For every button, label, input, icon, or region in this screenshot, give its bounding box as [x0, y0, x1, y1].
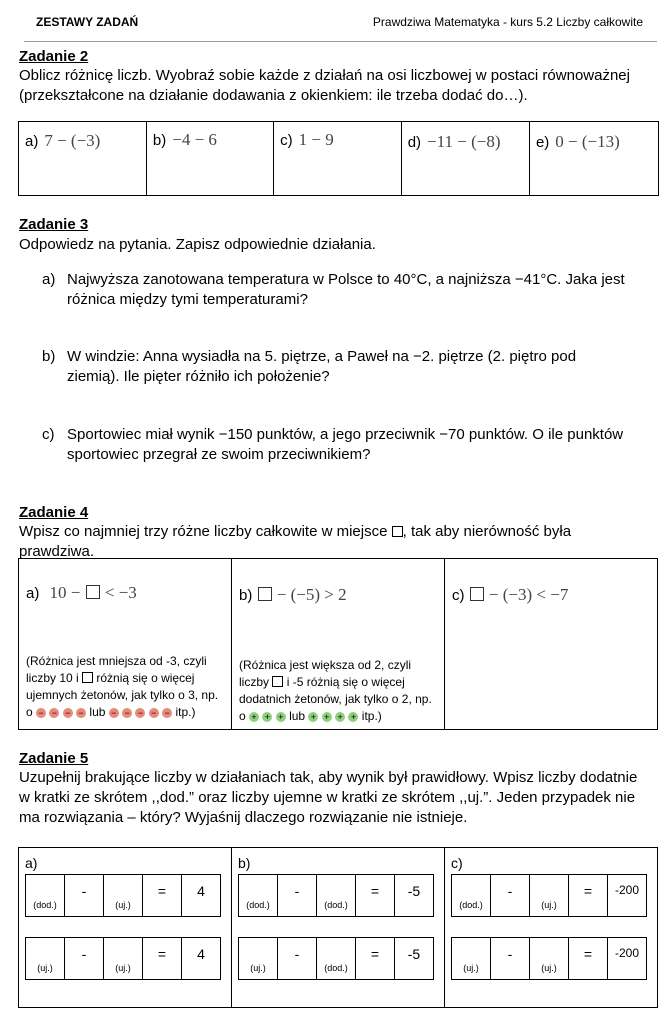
task4-text-b: , tak aby nierówność była prawdziwa. — [19, 523, 572, 560]
task4-instructions — [19, 522, 639, 562]
task3-question-c — [42, 425, 632, 465]
negative-chip-icon: − — [109, 708, 119, 718]
answer-box[interactable] — [104, 938, 143, 980]
task4-cell-a[interactable] — [19, 559, 232, 730]
result-value: -200 — [608, 875, 647, 917]
equation-row — [451, 874, 647, 917]
negative-chip-icon: − — [149, 708, 159, 718]
answer-box[interactable] — [239, 875, 278, 917]
result-value: -5 — [395, 938, 434, 980]
task4-cell-c[interactable] — [445, 559, 658, 730]
task2-cell-e[interactable] — [529, 122, 658, 196]
box-tag: (dod.) — [324, 900, 348, 910]
task2-cell-a[interactable] — [19, 122, 147, 196]
negative-chip-icon: − — [36, 708, 46, 718]
blank-square-icon — [272, 676, 283, 687]
question-label: a) — [42, 271, 56, 288]
question-label: c) — [42, 426, 55, 443]
negative-chip-icon: − — [49, 708, 59, 718]
equals-sign: = — [569, 875, 608, 917]
positive-chip-icon: + — [335, 712, 345, 722]
expr-pre: 10 − — [49, 583, 85, 602]
answer-box[interactable] — [530, 938, 569, 980]
task4-expression-a — [26, 583, 137, 603]
task2-title: Zadanie 2 — [19, 48, 89, 65]
header-divider — [24, 41, 657, 42]
task2-expression: 0 − (−13) — [555, 132, 620, 151]
task4-cell-b[interactable] — [232, 559, 445, 730]
task2-expression: −11 − (−8) — [427, 132, 501, 151]
task2-instructions: Oblicz różnicę liczb. Wyobraź sobie każde z działań na osi liczbowej w postaci równoważnej (przekształcone na działanie dodawania z okienkiem: ile trzeba dodać do…). — [19, 67, 630, 104]
result-value: 4 — [182, 875, 221, 917]
task4-label: a) — [26, 585, 40, 602]
positive-chip-icon: + — [262, 712, 272, 722]
negative-chip-icon: − — [63, 708, 73, 718]
task2-cell-b[interactable] — [146, 122, 273, 196]
box-tag: (uj.) — [541, 963, 557, 973]
box-tag: (uj.) — [463, 963, 479, 973]
equation-row — [238, 937, 434, 980]
question-text: W windzie: Anna wysiadła na 5. piętrze, a Paweł na −2. piętrze (2. piętro pod ziemią). Ile pięter różniło ich położenie? — [67, 348, 577, 385]
box-tag: (uj.) — [37, 963, 53, 973]
negative-chip-icon: − — [162, 708, 172, 718]
blank-square-icon — [82, 672, 93, 683]
minus-sign: - — [65, 938, 104, 980]
answer-box[interactable] — [452, 875, 491, 917]
answer-box[interactable] — [26, 938, 65, 980]
answer-box[interactable] — [530, 875, 569, 917]
equals-sign: = — [143, 875, 182, 917]
task4-note-a — [26, 653, 226, 721]
task5-section-a — [19, 848, 232, 1008]
question-text: Sportowiec miał wynik −150 punktów, a jego przeciwnik −70 punktów. O ile punktów sportowiec przegrał ze swoim przeciwnikiem? — [67, 426, 624, 463]
positive-chip-icon: + — [308, 712, 318, 722]
equation-row — [451, 937, 647, 980]
expr-post: < −3 — [100, 583, 137, 602]
task2-expression: −4 − 6 — [172, 130, 217, 149]
task2-label: c) — [280, 132, 293, 149]
answer-box[interactable] — [452, 938, 491, 980]
box-tag: (dod.) — [459, 900, 483, 910]
box-tag: (dod.) — [33, 900, 57, 910]
blank-square-icon — [392, 526, 403, 537]
negative-chip-icon: − — [122, 708, 132, 718]
expr-post: − (−3) < −7 — [484, 585, 569, 604]
box-tag: (uj.) — [115, 963, 131, 973]
equals-sign: = — [569, 938, 608, 980]
header-right: Prawdziwa Matematyka - kurs 5.2 Liczby całkowite — [372, 15, 643, 29]
positive-chip-icon: + — [322, 712, 332, 722]
negative-chip-icon: − — [76, 708, 86, 718]
equals-sign: = — [356, 938, 395, 980]
task2-table — [18, 121, 659, 196]
task2-expression: 1 − 9 — [298, 130, 334, 149]
task2-label: a) — [25, 133, 39, 150]
task2-label: b) — [152, 132, 167, 149]
task4-expression-b — [239, 585, 347, 605]
negative-chip-icon: − — [135, 708, 145, 718]
equation-row — [25, 874, 221, 917]
task5-section-b — [232, 848, 445, 1008]
minus-sign: - — [278, 938, 317, 980]
task4-text-a: Wpisz co najmniej trzy różne liczby całkowite w miejsce — [19, 523, 388, 540]
positive-chip-icon: + — [348, 712, 358, 722]
note-line-2: różnią się o więcej ujemnych żetonów, jak tylko o 3, np. o — [26, 671, 219, 719]
task3-question-b — [42, 347, 632, 387]
note-lub: lub — [89, 705, 106, 719]
equals-sign: = — [356, 875, 395, 917]
task3-title: Zadanie 3 — [19, 216, 89, 233]
expr-post: − (−5) > 2 — [272, 585, 347, 604]
task5-instructions: Uzupełnij brakujące liczby w działaniach tak, aby wynik był prawidłowy. Wpisz liczby dodatnie w kratki ze skrótem ,,dod.” oraz liczby ujemne w kratki ze skrótem ,,uj.”. Jeden przypadek nie ma rozwiązania – który? Wyjaśnij dlaczego rozwiązanie nie istnieje. — [19, 769, 638, 826]
task4-title: Zadanie 4 — [19, 504, 89, 521]
minus-sign: - — [65, 875, 104, 917]
answer-box[interactable] — [26, 875, 65, 917]
answer-box[interactable] — [239, 938, 278, 980]
task2-expression: 7 − (−3) — [44, 131, 101, 150]
task5-section-c — [445, 848, 658, 1008]
section-label: c) — [451, 855, 463, 871]
task4-expression-c — [452, 585, 568, 605]
task5-title: Zadanie 5 — [19, 750, 89, 767]
task3-question-a — [42, 270, 632, 310]
box-tag: (dod.) — [246, 900, 270, 910]
positive-chip-icon: + — [249, 712, 259, 722]
note-end: itp.) — [175, 705, 196, 719]
note-end: itp.) — [361, 709, 382, 723]
box-tag: (uj.) — [250, 963, 266, 973]
task4-table — [18, 558, 658, 730]
task3-instructions: Odpowiedz na pytania. Zapisz odpowiednie działania. — [19, 236, 376, 253]
note-lub: lub — [289, 709, 306, 723]
blank-square-icon — [470, 587, 484, 601]
result-value: 4 — [182, 938, 221, 980]
note-line-1: (Różnica jest większa od 2, czyli liczby — [239, 658, 412, 689]
box-tag: (uj.) — [541, 900, 557, 910]
result-value: -200 — [608, 938, 647, 980]
answer-box[interactable] — [317, 875, 356, 917]
task4-label: b) — [239, 587, 253, 604]
box-tag: (dod.) — [324, 963, 348, 973]
task2-cell-d[interactable] — [401, 122, 529, 196]
task5-table — [18, 847, 658, 1008]
question-text: Najwyższa zanotowana temperatura w Polsce to 40°C, a najniższa −41°C. Jaka jest różnica między tymi temperaturami? — [67, 271, 625, 308]
equals-sign: = — [143, 938, 182, 980]
header-left: ZESTAWY ZADAŃ — [36, 15, 139, 29]
section-label: a) — [25, 855, 38, 871]
blank-square-icon — [258, 587, 272, 601]
blank-square-icon — [86, 585, 100, 599]
box-tag: (uj.) — [115, 900, 131, 910]
task2-label: e) — [535, 134, 550, 151]
positive-chip-icon: + — [276, 712, 286, 722]
minus-sign: - — [278, 875, 317, 917]
task2-label: d) — [407, 134, 422, 151]
task4-note-b — [239, 657, 439, 725]
equation-row — [238, 874, 434, 917]
answer-box[interactable] — [104, 875, 143, 917]
equation-row — [25, 937, 221, 980]
minus-sign: - — [491, 938, 530, 980]
section-label: b) — [238, 855, 251, 871]
question-label: b) — [42, 348, 56, 365]
answer-box[interactable] — [317, 938, 356, 980]
result-value: -5 — [395, 875, 434, 917]
task4-label: c) — [452, 587, 465, 604]
task2-cell-c[interactable] — [274, 122, 402, 196]
note-line-2: i -5 różnią się o więcej dodatnich żetonów, jak tylko o 2, np. o — [239, 675, 432, 723]
minus-sign: - — [491, 875, 530, 917]
note-line-1: (Różnica jest mniejsza od -3, czyli liczby 10 i — [26, 654, 207, 685]
